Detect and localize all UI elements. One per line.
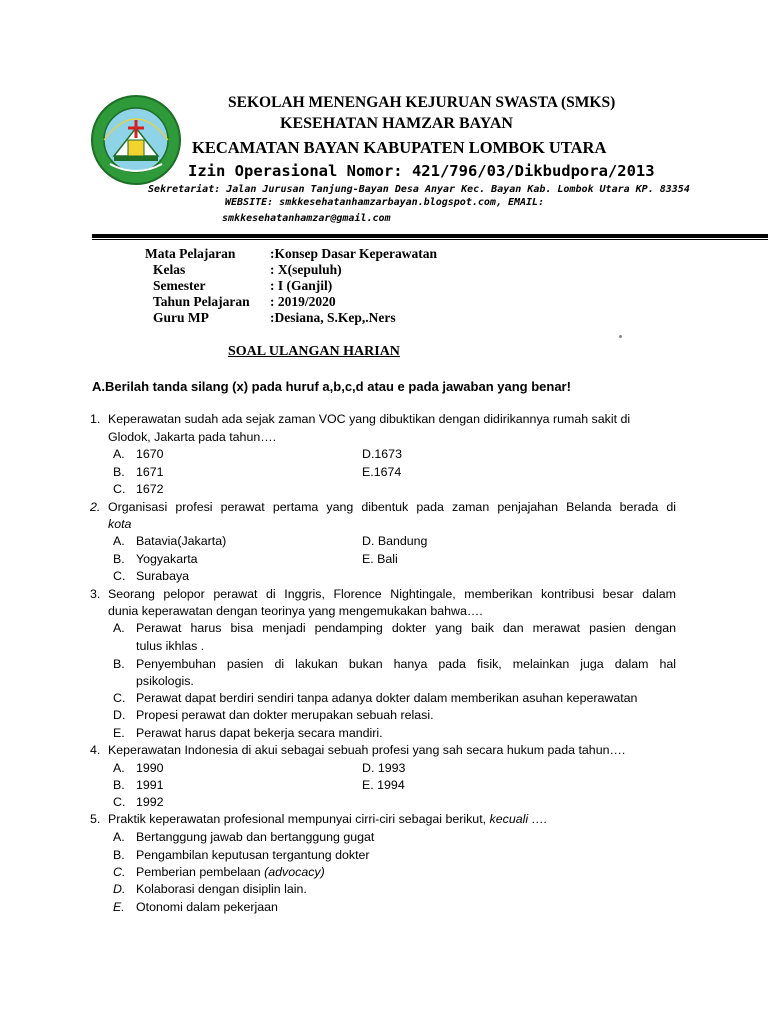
option-letter: A.	[113, 830, 125, 844]
option-a-cont: tulus ikhlas .	[136, 639, 205, 653]
option-a: Batavia(Jakarta)	[136, 534, 227, 548]
question-text-italic: kecuali ….	[489, 812, 548, 826]
option-c	[136, 864, 325, 881]
instruction: A.Berilah tanda silang (x) pada huruf a,b,c,d atau e pada jawaban yang benar!	[92, 379, 571, 394]
semester-label: Semester	[153, 278, 206, 293]
question-number: 4.	[90, 743, 101, 757]
question-text: Keperawatan sudah ada sejak zaman VOC yang dibuktikan dengan didirikannya rumah sakit di	[108, 412, 631, 426]
email-line: smkkesehatanhamzar@gmail.com	[222, 213, 391, 224]
option-d: D. Bandung	[362, 534, 428, 548]
option-e: E. Bali	[362, 552, 398, 566]
option-b: Penyembuhan pasien di lakukan bukan hanya pada fisik, melainkan juga dalam hal	[136, 657, 676, 671]
question-number: 3.	[90, 587, 101, 601]
teacher-label: Guru MP	[153, 310, 209, 325]
option-letter: D.	[113, 882, 126, 896]
school-name-line: SEKOLAH MENENGAH KEJURUAN SWASTA (SMKS)	[228, 94, 616, 111]
question-text	[108, 811, 547, 828]
option-e: E. 1994	[362, 778, 405, 792]
class-label: Kelas	[153, 262, 186, 277]
address-line: Sekretariat: Jalan Jurusan Tanjung-Bayan Desa Anyar Kec. Bayan Kab. Lombok Utara KP. 83354	[148, 184, 690, 195]
option-c-main: Pemberian pembelaan	[136, 865, 265, 879]
option-c: Surabaya	[136, 569, 190, 583]
exam-title: SOAL ULANGAN HARIAN	[228, 344, 400, 359]
option-c: Perawat dapat berdiri sendiri tanpa adanya dokter dalam memberikan asuhan keperawatan	[136, 691, 638, 705]
question-text: Keperawatan Indonesia di akui sebagai sebuah profesi yang sah secara hukum pada tahun….	[108, 743, 626, 757]
option-letter: C.	[113, 691, 126, 705]
website-line: WEBSITE: smkkesehatanhamzarbayan.blogspot.com, EMAIL:	[225, 197, 545, 208]
question-text: Seorang pelopor perawat di Inggris, Florence Nightingale, memberikan kontribusi besar dalam	[108, 587, 676, 601]
option-letter: E.	[113, 726, 125, 740]
question-number: 5.	[90, 812, 101, 826]
option-d: Kolaborasi dengan disiplin lain.	[136, 882, 307, 896]
option-letter: B.	[113, 465, 125, 479]
option-letter: A.	[113, 761, 125, 775]
option-letter: C.	[113, 569, 126, 583]
semester-value: : I (Ganjil)	[270, 278, 333, 293]
question-text-main: Praktik keperawatan profesional mempunyai cirri-ciri sebagai berikut,	[108, 812, 490, 826]
question-text: Organisasi profesi perawat pertama yang dibentuk pada zaman penjajahan Belanda berada di	[108, 500, 676, 514]
subject-label: Mata Pelajaran	[145, 246, 236, 261]
question-text: Glodok, Jakarta pada tahun….	[108, 430, 277, 444]
school-emblem-icon	[90, 94, 182, 186]
teacher-value: :Desiana, S.Kep,.Ners	[270, 310, 396, 325]
option-e: E.1674	[362, 465, 402, 479]
option-letter: B.	[113, 657, 125, 671]
option-c: 1992	[136, 795, 164, 809]
school-name-line2: KESEHATAN HAMZAR BAYAN	[280, 115, 513, 132]
class-value: : X(sepuluh)	[270, 262, 342, 277]
question-text: kota	[108, 517, 132, 531]
option-e: Perawat harus dapat bekerja secara mandiri.	[136, 726, 383, 740]
option-a: Perawat harus bisa menjadi pendamping dokter yang baik dan merawat pasien dengan	[136, 621, 676, 635]
option-d: Propesi perawat dan dokter merupakan sebuah relasi.	[136, 708, 434, 722]
option-letter: A.	[113, 534, 125, 548]
option-letter: C.	[113, 795, 126, 809]
question-text: dunia keperawatan dengan teorinya yang mengemukakan bahwa….	[108, 604, 483, 618]
option-e: Otonomi dalam pekerjaan	[136, 900, 278, 914]
stray-dot	[619, 335, 622, 338]
option-letter: A.	[113, 621, 125, 635]
option-c: 1672	[136, 482, 164, 496]
option-a: 1990	[136, 761, 164, 775]
year-label: Tahun Pelajaran	[153, 294, 250, 309]
option-letter: B.	[113, 778, 125, 792]
option-a: Bertanggung jawab dan bertanggung gugat	[136, 830, 375, 844]
option-d: D.1673	[362, 447, 402, 461]
header-divider-thin	[92, 239, 768, 240]
option-letter: E.	[113, 900, 125, 914]
question-number: 1.	[90, 412, 101, 426]
option-letter: B.	[113, 552, 125, 566]
option-d: D. 1993	[362, 761, 406, 775]
option-letter: B.	[113, 848, 125, 862]
option-c-italic: (advocacy)	[264, 865, 325, 879]
option-b: Yogyakarta	[136, 552, 198, 566]
option-b: 1671	[136, 465, 164, 479]
district-line: KECAMATAN BAYAN KABUPATEN LOMBOK UTARA	[192, 138, 607, 157]
option-b: Pengambilan keputusan tergantung dokter	[136, 848, 370, 862]
option-letter: A.	[113, 447, 125, 461]
permit-line: Izin Operasional Nomor: 421/796/03/Dikbudpora/2013	[188, 162, 655, 180]
year-value: : 2019/2020	[270, 294, 336, 309]
option-letter: C.	[113, 482, 126, 496]
option-b: 1991	[136, 778, 164, 792]
header-divider	[92, 234, 768, 238]
subject-value: :Konsep Dasar Keperawatan	[270, 246, 437, 261]
question-number: 2.	[90, 500, 101, 514]
option-letter: D.	[113, 708, 126, 722]
option-a: 1670	[136, 447, 164, 461]
option-b-cont: psikologis.	[136, 674, 194, 688]
option-letter: C.	[113, 865, 126, 879]
